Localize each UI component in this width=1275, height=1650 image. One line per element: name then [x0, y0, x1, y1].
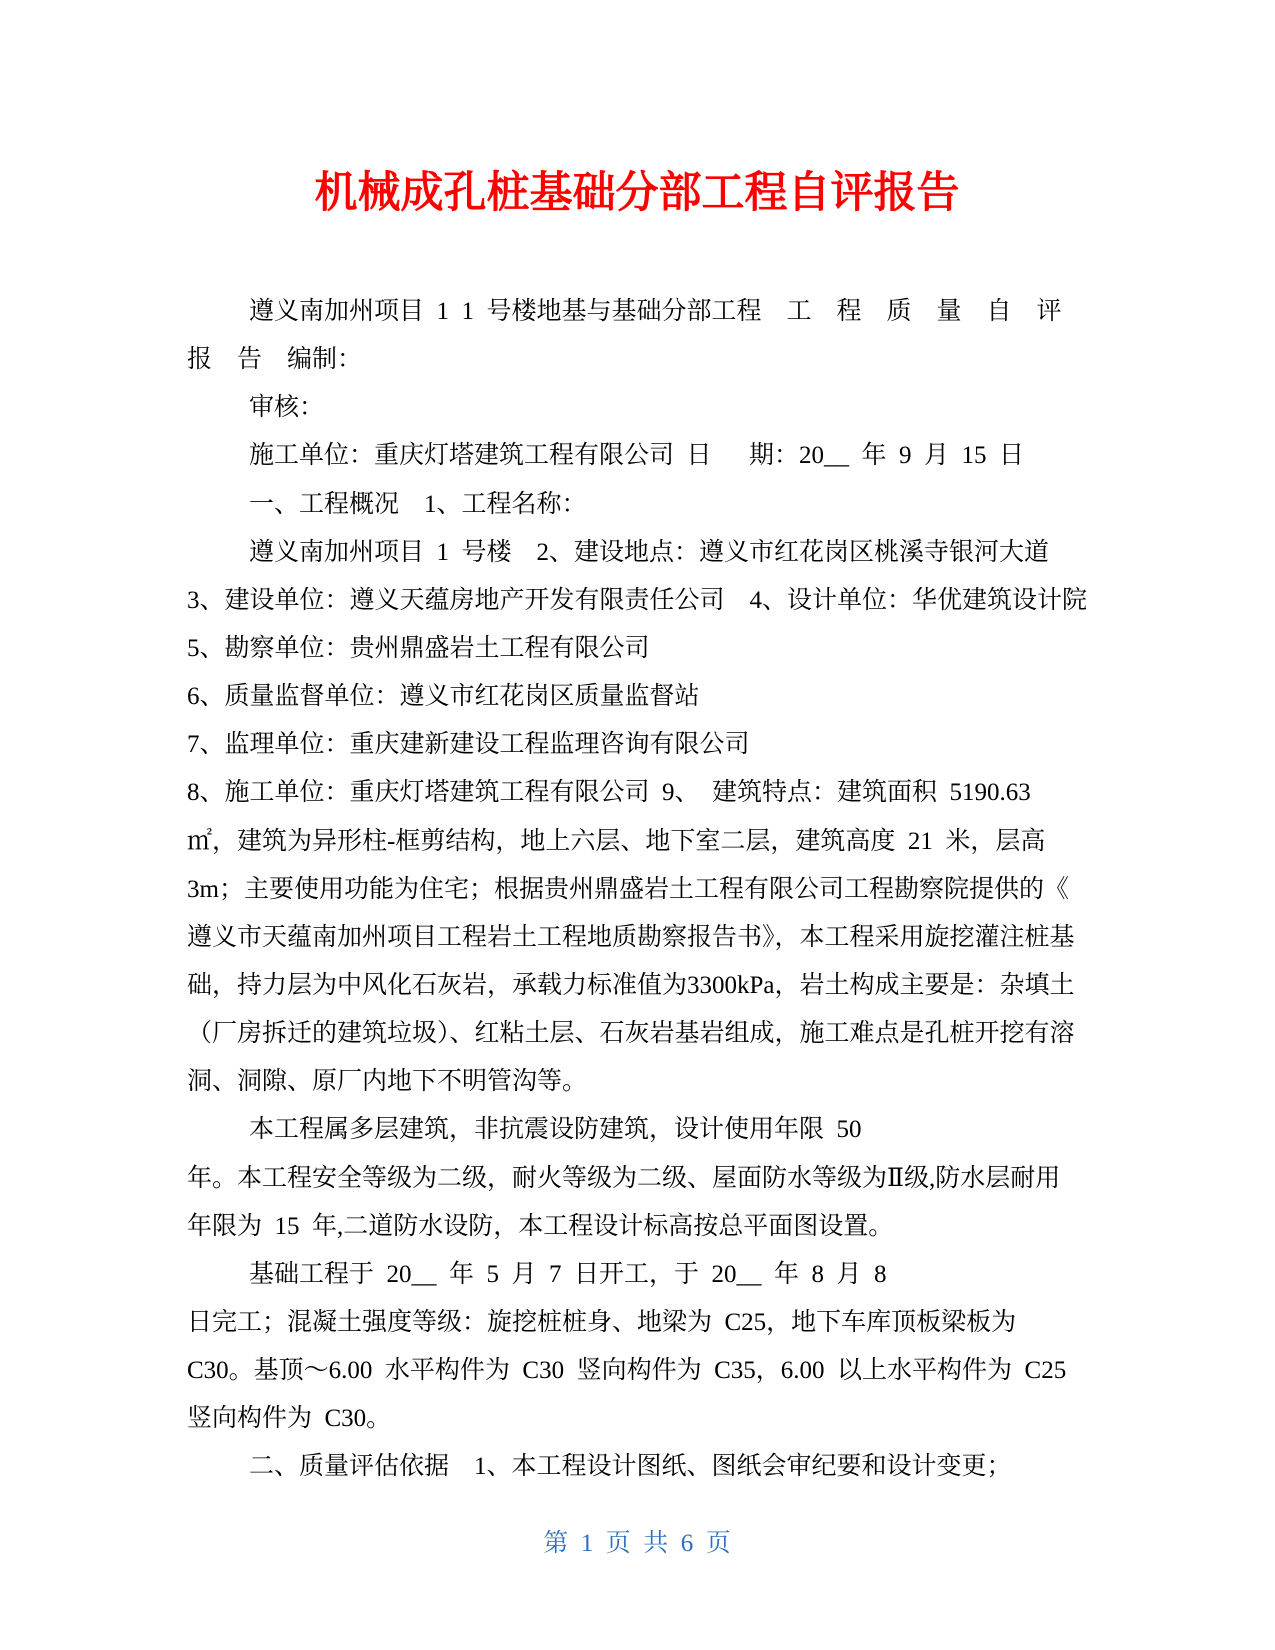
document-title: 机械成孔桩基础分部工程自评报告 — [314, 169, 960, 217]
document-body — [187, 288, 1087, 1492]
contractor-date-line: 施工单位：重庆灯塔建筑工程有限公司 日 期：20__ 年 9 月 15 日 — [249, 442, 1025, 470]
building-features-text-line: 3m；主要使用功能为住宅；根据贵州鼎盛岩土工程有限公司工程勘察院提供的《 — [187, 875, 1069, 903]
building-features-text-line: 遵义市天蕴南加州项目工程岩土工程地质勘察报告书》，本工程采用旋挖灌注桩基 — [187, 923, 1075, 951]
contractor-features-line: 8、施工单位：重庆灯塔建筑工程有限公司 9、 建筑特点：建筑面积 5190.63 — [187, 779, 1031, 807]
section-overview-heading: 一、工程概况 1、工程名称： — [249, 490, 587, 518]
prepared-by-line: 报 告 编制： — [187, 346, 363, 374]
survey-unit-line: 5、勘察单位：贵州鼎盛岩土工程有限公司 — [187, 634, 650, 662]
reviewed-by-line: 审核： — [249, 394, 325, 422]
building-features-text-line: （厂房拆迁的建筑垃圾）、红粘土层、石灰岩基岩组成，施工难点是孔桩开挖有溶 — [187, 1020, 1075, 1048]
design-life-text-line: 年限为 15 年,二道防水设防，本工程设计标高按总平面图设置。 — [187, 1212, 894, 1240]
construction-schedule-text-line: C30。基顶～6.00 水平构件为 C30 竖向构件为 C35，6.00 以上水平构件为 C25 — [187, 1357, 1067, 1385]
construction-schedule-text-line: 竖向构件为 C30。 — [187, 1405, 392, 1433]
building-features-text-line: 础，持力层为中风化石灰岩，承载力标准值为3300kPa，岩土构成主要是：杂填土 — [187, 971, 1075, 999]
supervisor-line: 7、监理单位：重庆建新建设工程监理咨询有限公司 — [187, 731, 750, 759]
page-number-footer: 第 1 页 共 6 页 — [543, 1530, 731, 1557]
project-name-location-line: 遵义南加州项目 1 号楼 2、建设地点：遵义市红花岗区桃溪寺银河大道 — [249, 538, 1050, 566]
construction-schedule-text-line: 基础工程于 20__ 年 5 月 7 日开工，于 20__ 年 8 月 8 — [249, 1260, 887, 1288]
construction-schedule-text-line: 日完工；混凝土强度等级：旋挖桩桩身、地梁为 C25，地下车库顶板梁板为 — [187, 1308, 1017, 1336]
owner-designer-line: 3、建设单位：遵义天蕴房地产开发有限责任公司 4、设计单位：华优建筑设计院 — [187, 586, 1088, 614]
quality-supervision-line: 6、质量监督单位：遵义市红花岗区质量监督站 — [187, 683, 700, 711]
design-life-text-line: 年。本工程安全等级为二级，耐火等级为二级、屋面防水等级为Ⅱ级,防水层耐用 — [187, 1164, 1061, 1192]
design-life-text-line: 本工程属多层建筑，非抗震设防建筑，设计使用年限 50 — [249, 1116, 862, 1144]
building-features-text-line: ㎡，建筑为异形柱-框剪结构，地上六层、地下室二层，建筑高度 21 米，层高 — [187, 827, 1046, 855]
report-subject-line: 遵义南加州项目 1 1 号楼地基与基础分部工程 工 程 质 量 自 评 — [249, 298, 1062, 325]
building-features-text-line: 洞、洞隙、原厂内地下不明管沟等。 — [187, 1068, 588, 1096]
section-basis-heading: 二、质量评估依据 1、本工程设计图纸、图纸会审纪要和设计变更； — [249, 1453, 1012, 1481]
